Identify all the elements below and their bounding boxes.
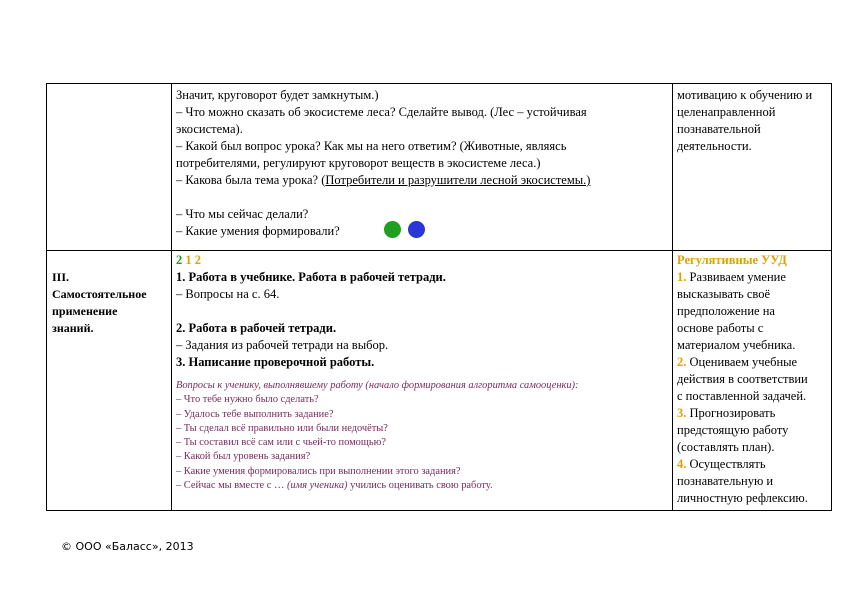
uud-number: 1. xyxy=(677,270,687,284)
theme-underlined: Потребители и разрушители лесной экосистемы.) xyxy=(325,173,591,187)
question-suffix: учились оценивать свою работу. xyxy=(347,480,493,492)
row1-content-cell xyxy=(176,87,670,240)
task-heading: 3. Написание проверочной работы. xyxy=(176,355,375,369)
uud-text: предположение на xyxy=(677,304,775,318)
uud-line: познавательной xyxy=(677,122,761,136)
task-heading: 1. Работа в учебнике. Работа в рабочей тетради. xyxy=(176,270,446,284)
uud-line: мотивацию к обучению и xyxy=(677,88,813,102)
stage-title-line: знаний. xyxy=(52,321,94,335)
row1-line: экосистема). xyxy=(176,122,243,136)
row1-line: Значит, круговорот будет замкнутым.) xyxy=(176,88,379,102)
table-border-top xyxy=(46,83,832,84)
questions-title: Вопросы к ученику, выполнявшему работу (начало формирования алгоритма самооценки): xyxy=(176,380,579,391)
uud-item xyxy=(677,269,830,286)
row2-uud-cell xyxy=(677,252,830,507)
blank-line xyxy=(176,303,670,320)
stage-title-cell xyxy=(52,269,170,337)
question-item-last xyxy=(176,479,670,493)
question-item: – Ты составил всё сам или с чьей-то помощью? xyxy=(176,437,386,449)
uud-line: целенаправленной xyxy=(677,105,776,119)
uud-text: Развиваем умение xyxy=(689,270,786,284)
green-circle-icon xyxy=(384,221,401,238)
row2-content-cell xyxy=(176,252,670,493)
uud-text: познавательную и xyxy=(677,474,774,488)
stage-number: III. xyxy=(52,270,70,284)
uud-number: 2. xyxy=(677,355,687,369)
uud-text: Оцениваем учебные xyxy=(689,355,798,369)
question-prefix: – Сейчас мы вместе с … xyxy=(176,480,287,492)
blank-line xyxy=(176,189,670,206)
row1-uud-cell xyxy=(677,87,829,155)
col-divider-2 xyxy=(672,83,673,511)
uud-text: личностную рефлексию. xyxy=(677,491,808,505)
stage-title-line: применение xyxy=(52,304,118,318)
uud-number: 3. xyxy=(677,406,687,420)
question-item: – Что тебе нужно было сделать? xyxy=(176,394,319,406)
uud-text: действия в соответствии xyxy=(677,372,808,386)
uud-text: с поставленной задачей. xyxy=(677,389,807,403)
uud-text: Прогнозировать xyxy=(689,406,776,420)
student-name-placeholder: (имя ученика) xyxy=(286,480,348,492)
marker-orange: 1 2 xyxy=(185,253,201,267)
row1-line: – Что можно сказать об экосистеме леса? Сделайте вывод. (Лес – устойчивая xyxy=(176,105,587,119)
lesson-table xyxy=(46,83,832,511)
col-divider-1 xyxy=(171,83,172,511)
question-item: – Удалось тебе выполнить задание? xyxy=(176,408,334,420)
question-item: – Какие умения формировались при выполнении этого задания? xyxy=(176,465,461,477)
uud-item xyxy=(677,354,830,371)
uud-item xyxy=(677,456,830,473)
uud-number: 4. xyxy=(677,457,687,471)
uud-line: деятельности. xyxy=(677,139,752,153)
row-divider xyxy=(46,250,832,251)
uud-text: высказывать своё xyxy=(677,287,771,301)
uud-item xyxy=(677,405,830,422)
row1-line: – Какой был вопрос урока? Как мы на него ответим? (Животные, являясь xyxy=(176,139,567,153)
uud-text: Осуществлять xyxy=(689,457,766,471)
col-border-left xyxy=(46,83,47,511)
row1-line: – Какие умения формировали? xyxy=(176,224,340,238)
question-item: – Какой был уровень задания? xyxy=(176,451,311,463)
uud-title: Регулятивные УУД xyxy=(677,253,787,267)
stage-title-line: Самостоятельное xyxy=(52,287,147,301)
lesson-theme-line xyxy=(176,172,670,189)
col-border-right xyxy=(831,83,832,511)
copyright-footer: © ООО «Баласс», 2013 xyxy=(61,540,194,553)
task-line: – Вопросы на с. 64. xyxy=(176,287,280,301)
row1-line: – Что мы сейчас делали? xyxy=(176,207,309,221)
uud-text: предстоящую работу xyxy=(677,423,789,437)
marker-green: 2 xyxy=(176,253,183,267)
uud-text: материалом учебника. xyxy=(677,338,796,352)
blue-circle-icon xyxy=(408,221,425,238)
uud-text: (составлять план). xyxy=(677,440,775,454)
question-item: – Ты сделал всё правильно или были недочёты? xyxy=(176,422,388,434)
difficulty-markers xyxy=(176,252,670,269)
self-assessment-questions xyxy=(176,379,670,493)
theme-prefix: – Какова была тема урока? ( xyxy=(176,173,326,187)
uud-text: основе работы с xyxy=(677,321,764,335)
task-line: – Задания из рабочей тетради на выбор. xyxy=(176,338,389,352)
row1-line: потребителями, регулируют круговорот веществ в экосистеме леса.) xyxy=(176,156,541,170)
task-heading: 2. Работа в рабочей тетради. xyxy=(176,321,337,335)
spacer xyxy=(176,371,670,379)
table-border-bottom xyxy=(46,510,832,511)
